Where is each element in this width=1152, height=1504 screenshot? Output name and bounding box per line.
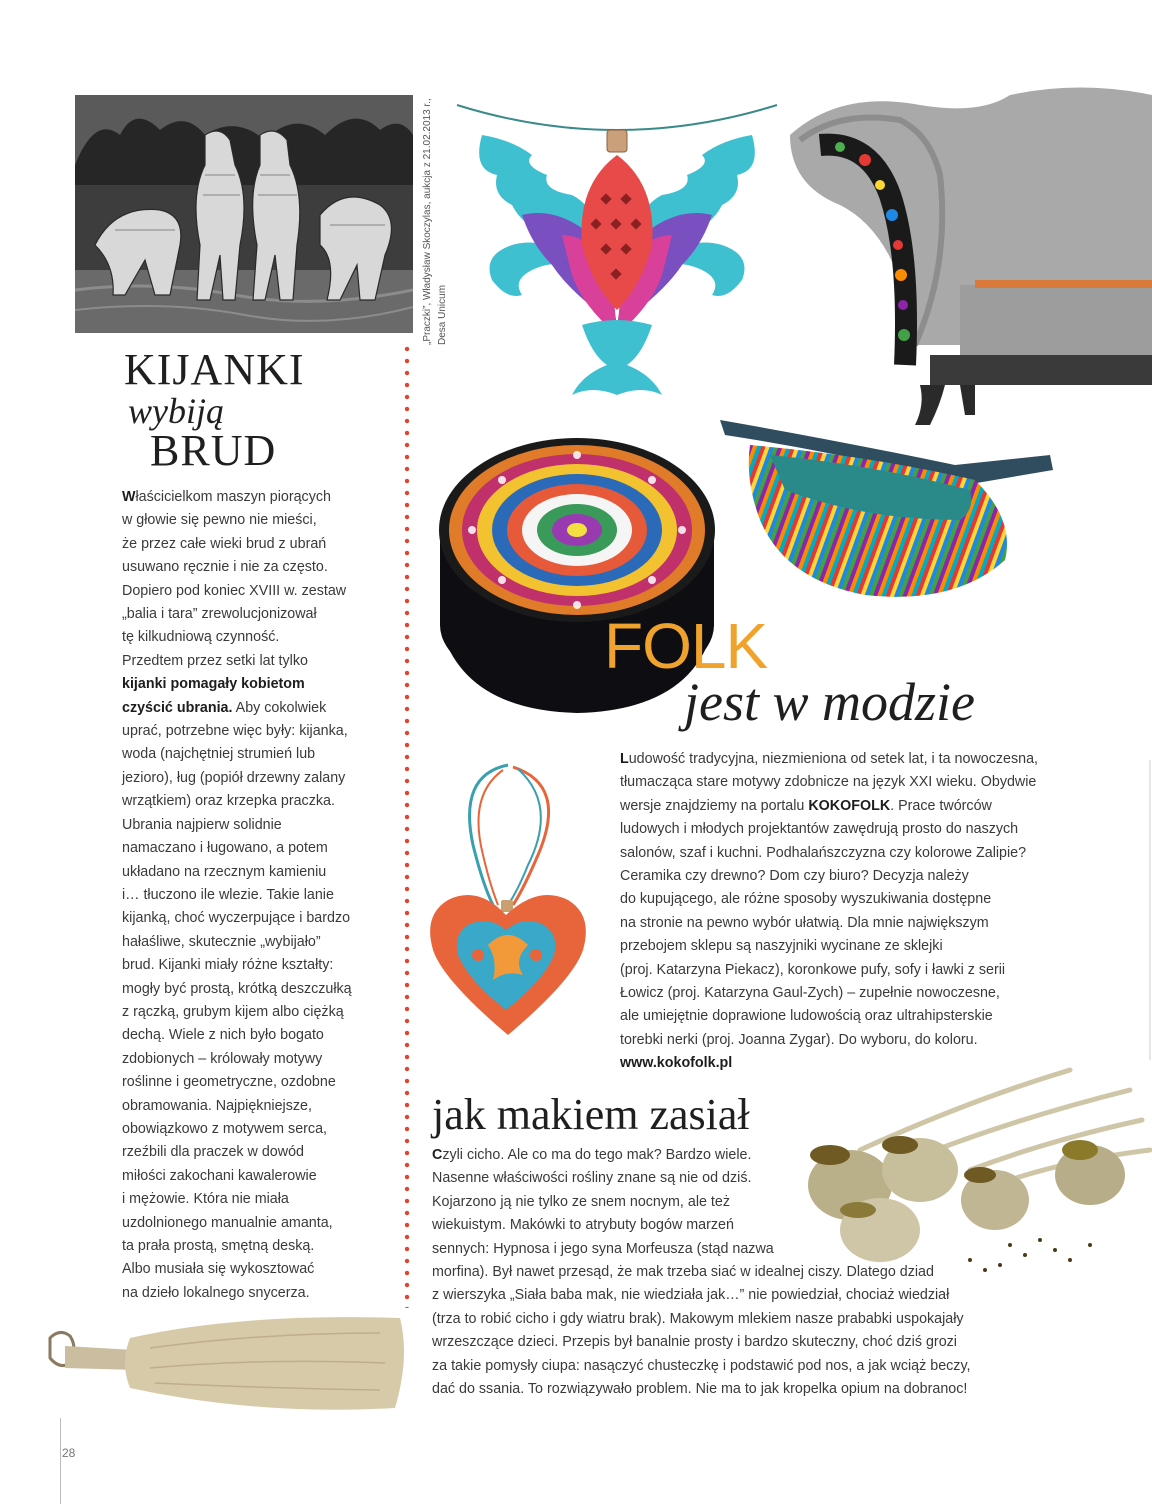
folk-title-word: FOLK <box>604 610 768 682</box>
folk-pendant-image <box>452 95 782 415</box>
sofa-image <box>780 85 1152 430</box>
kijanki-title-line1: KIJANKI <box>124 345 305 394</box>
mak-body: Czyli cicho. Ale co ma do tego mak? Bardzo wiele. Nasenne właściwości rośliny znane są nie od dziś. Kojarzono ją nie tylko ze snem nocnym, ale też wiekuistym. Makówki to atrybuty bogów marzeń sennych: Hypnosa i jego syna Morfeusza (stąd nazwa morfina). Był nawet przesąd, że mak trzeba siać w idealnej ciszy. Dlatego dziad z wierszyka „Siała baba mak, nie wiedziała jak…” nie powiedział, chociaż wiedział (trza to robić cicho i gdy wiatru brak). Makowym mlekiem nasze prababki uspokajały wrzeszczące dzieci. Przepis był banalnie prosty i bardzo skuteczny, choć dziś grozi za takie pomysły ciupa: nasączyć chusteczkę i podstawić pod nos, a jak wciąż beczy, dać do ssania. To rozwiązywało problem. Nie ma to jak kropelka opium na dobranoc! <box>432 1147 971 1398</box>
kokofolk-brand: KOKOFOLK <box>808 797 891 814</box>
woodcut-image <box>75 95 413 333</box>
kijanki-title <box>124 346 404 476</box>
right-edge-line <box>1149 760 1151 1060</box>
image-caption: „Praczki”, Władysław Skoczylas, aukcja z 21.02.2013 r., Desa Unicum <box>422 98 448 345</box>
mak-title: jak makiem zasiał <box>432 1090 750 1139</box>
page-number: 28 <box>62 1446 76 1460</box>
washing-bat-image <box>40 1308 412 1420</box>
kijanki-dropcap: W <box>122 489 136 505</box>
page-margin-line <box>60 1418 61 1504</box>
folk-dropcap: L <box>620 751 629 767</box>
fanny-pack-image <box>715 410 1055 610</box>
kijanki-body: Właścicielkom maszyn piorących w głowie się pewno nie mieści, że przez całe wieki brud z ubrań usuwano ręcznie i nie za często. Dopiero pod koniec XVIII w. zestaw „balia i tara” zrewolucjonizował tę kilkudniową czynność. Przedtem przez setki lat tylko kijanki pomagały kobietom czyścić ubrania. Aby cokolwiek uprać, potrzebne więc były: kijanka, woda (najchętniej strumień lub jezioro), ług (popiół drzewny zalany wrzątkiem) oraz krzepka praczka. Ubrania najpierw solidnie namaczano i ługowano, a potem układano na rzecznym kamieniu i… tłuczono ile wlezie. Takie lanie kijanką, choć wyczerpujące i bardzo hałaśliwe, skutecznie „wybijało” brud. Kijanki miały różne kształty: mogły być prostą, krótką deszczułką z rączką, grubym kijem albo ciężką dechą. Wiele z nich było bogato zdobionych – królowały motywy roślinne i geometryczne, ozdobne obramowania. Najpiękniejsze, obowiązkowo z motywem serca, rzeźbili dla praczek w dowód miłości zakochani kawalerowie i mężowie. Która nie miała uzdolnionego manualnie amanta, ta prała prostą, smętną deską. Albo musiała się wykosztować na dzieło lokalnego snycerza. <box>122 489 352 1301</box>
mak-dropcap: C <box>432 1147 443 1163</box>
folk-title-rest: jest w modzie <box>684 672 975 732</box>
folk-body: Ludowość tradycyjna, niezmieniona od setek lat, i ta nowoczesna, tłumacząca stare motywy zdobnicze na język XXI wieku. Obydwie wersje znajdziemy na portalu KOKOFOLK. Prace twórców ludowych i młodych projektantów zawędrują prosto do naszych salonów, szaf i kuchni. Podhalańszczyzna czy kolorowe Zalipie? Ceramika czy drewno? Dom czy biuro? Decyzja należy do kupującego, ale różne sposoby wyszukiwania dostępne na stronie na pewno wybór ułatwią. Dla mnie największym przebojem sklepu są naszyjniki wycinane ze sklejki (proj. Katarzyna Piekacz), koronkowe pufy, sofy i ławki z serii Łowicz (proj. Katarzyna Gaul-Zych) – zupełnie nowoczesne, ale umiejętnie doprawione ludowością oraz ultrahipsterskie torebki nerki (proj. Joanna Zygar). Do wyboru, do koloru. www.kokofolk.pl <box>620 751 1039 1072</box>
heart-necklace-image <box>418 755 593 1040</box>
kokofolk-url[interactable]: www.kokofolk.pl <box>620 1055 733 1072</box>
kijanki-title-line2: wybiją <box>128 391 224 431</box>
dotted-separator <box>404 343 410 1308</box>
kijanki-title-line3: BRUD <box>150 426 277 475</box>
